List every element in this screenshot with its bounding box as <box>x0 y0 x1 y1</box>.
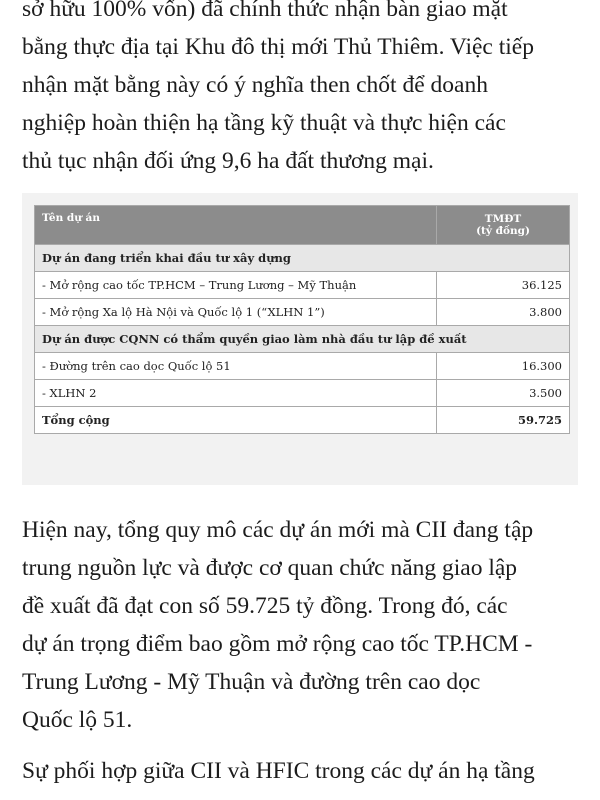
intro-line: nghiệp hoàn thiện hạ tầng kỹ thuật và thực hiện các <box>22 110 506 136</box>
intro-line: bằng thực địa tại Khu đô thị mới Thủ Thiêm. Việc tiếp <box>22 34 534 60</box>
intro-line: thủ tục nhận đối ứng 9,6 ha đất thương mại. <box>22 148 434 174</box>
group-row <box>35 245 570 272</box>
project-name: - XLHN 2 <box>35 380 437 407</box>
table-row <box>35 353 570 380</box>
project-value: 36.125 <box>437 272 570 299</box>
body-line: Trung Lương - Mỹ Thuận và đường trên cao dọc <box>22 669 481 695</box>
body-line: Hiện nay, tổng quy mô các dự án mới mà CII đang tập <box>22 517 534 543</box>
group-row <box>35 326 570 353</box>
table-row <box>35 380 570 407</box>
body-line: dự án trọng điểm bao gồm mở rộng cao tốc TP.HCM - <box>22 631 533 657</box>
body-paragraph <box>22 511 592 739</box>
header-investment-unit: (tỷ đồng) <box>476 225 530 237</box>
table-row <box>35 299 570 326</box>
table-image <box>22 193 578 485</box>
project-table <box>34 205 570 434</box>
project-name: - Mở rộng cao tốc TP.HCM – Trung Lương – Mỹ Thuận <box>35 272 437 299</box>
intro-paragraph <box>22 0 592 180</box>
total-label: Tổng cộng <box>35 407 437 434</box>
total-value: 59.725 <box>437 407 570 434</box>
intro-line: nhận mặt bằng này có ý nghĩa then chốt để doanh <box>22 72 488 98</box>
project-value: 3.800 <box>437 299 570 326</box>
body-line: trung nguồn lực và được cơ quan chức năng giao lập <box>22 555 518 581</box>
table-row <box>35 272 570 299</box>
header-investment <box>437 206 570 245</box>
total-row <box>35 407 570 434</box>
project-value: 3.500 <box>437 380 570 407</box>
intro-line: sở hữu 100% vốn) đã chính thức nhận bàn giao mặt <box>22 0 508 22</box>
group-title: Dự án đang triển khai đầu tư xây dựng <box>35 245 570 272</box>
project-name: - Đường trên cao dọc Quốc lộ 51 <box>35 353 437 380</box>
header-project-name: Tên dự án <box>35 206 437 245</box>
project-value: 16.300 <box>437 353 570 380</box>
closing-paragraph <box>22 752 592 790</box>
header-investment-label: TMĐT <box>484 213 522 225</box>
closing-line: Sự phối hợp giữa CII và HFIC trong các dự án hạ tầng <box>22 758 535 784</box>
body-line: đề xuất đã đạt con số 59.725 tỷ đồng. Trong đó, các <box>22 593 508 619</box>
table-header-row <box>35 206 570 245</box>
project-name: - Mở rộng Xa lộ Hà Nội và Quốc lộ 1 (“XLHN 1”) <box>35 299 437 326</box>
body-line: Quốc lộ 51. <box>22 707 133 733</box>
group-title: Dự án được CQNN có thẩm quyền giao làm nhà đầu tư lập đề xuất <box>35 326 570 353</box>
